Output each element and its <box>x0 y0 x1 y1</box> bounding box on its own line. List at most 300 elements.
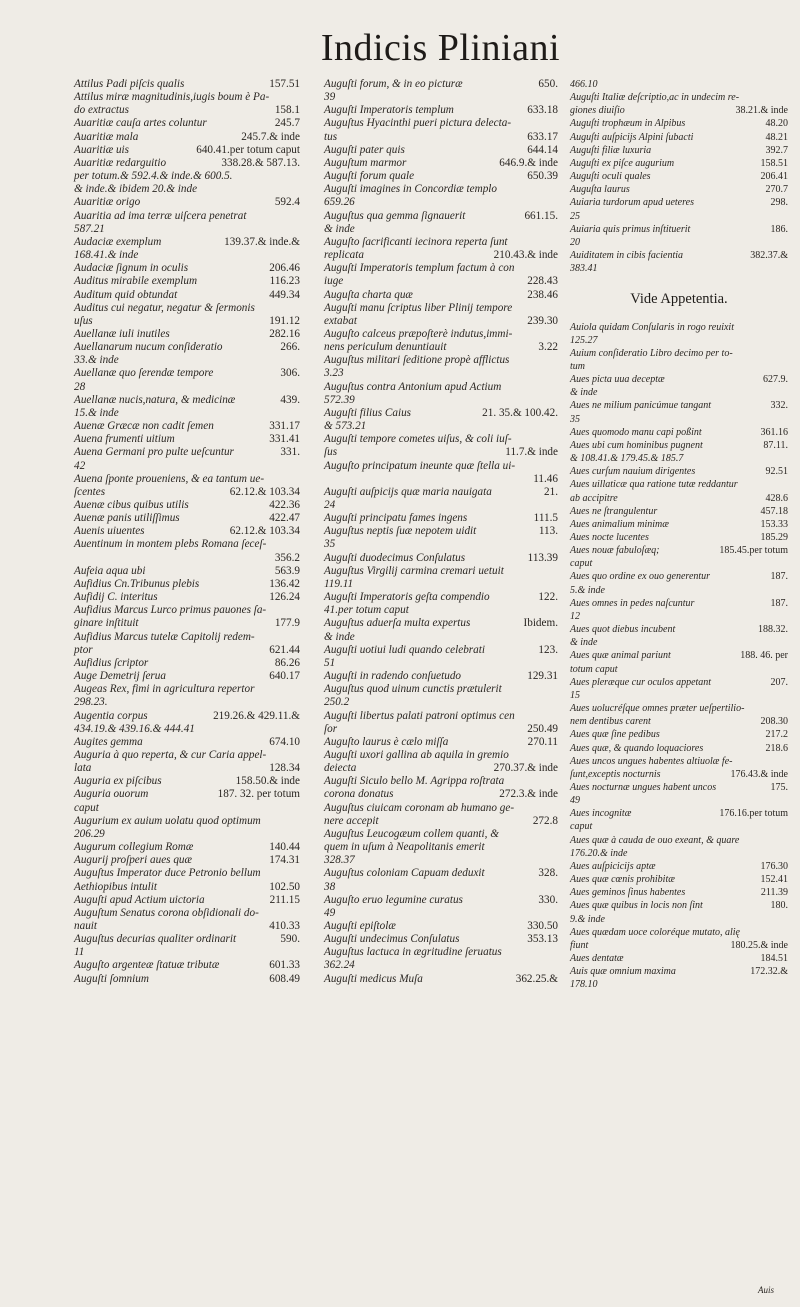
index-entry <box>570 518 788 531</box>
entry-text: Auguſto ſacrificanti iecinora reperta ſunt <box>324 235 508 248</box>
entry-reference: 186. <box>770 223 788 235</box>
entry-text: Aufidius Cn.Tribunus plebis <box>74 577 200 590</box>
index-entry <box>324 170 558 183</box>
index-entry <box>324 91 558 104</box>
entry-text: Auenæ panis utiliſſimus <box>74 512 180 525</box>
index-entry <box>570 183 788 196</box>
index-entry <box>570 755 788 768</box>
entry-text: Aufidij C. interitus <box>74 591 158 604</box>
entry-text: 466.10 <box>570 79 598 90</box>
catchword: Auis <box>757 1285 774 1295</box>
entry-text: Aues nocte lucentes <box>570 532 649 543</box>
entry-text: Auaritiæ uis <box>74 143 130 156</box>
index-entry <box>324 131 558 144</box>
entry-text: caput <box>570 558 593 570</box>
entry-text: Aues uolucréſque omnes præter ueſpertilio- <box>570 703 745 715</box>
entry-text: 250.2 <box>324 696 350 709</box>
entry-text: Audaciæ ſignum in oculis <box>74 262 189 275</box>
index-entry <box>74 117 300 130</box>
index-entry <box>324 802 558 815</box>
entry-text: & inde <box>324 630 355 643</box>
index-entry <box>324 104 558 117</box>
entry-text: Auguſtus coloniam Capuam deduxit <box>324 867 485 880</box>
entry-reference: Ibidem. <box>523 617 558 630</box>
entry-text: Auguſti filiæ luxuria <box>570 144 652 156</box>
index-entry <box>74 617 300 630</box>
index-entry <box>570 347 788 360</box>
entry-reference: 187. <box>770 571 788 583</box>
entry-text: Auguſta charta quæ <box>324 288 413 301</box>
entry-text: 35 <box>570 413 580 425</box>
entry-text: 383.41 <box>570 263 598 275</box>
entry-text: 125.27 <box>570 334 598 346</box>
entry-reference: 86.26 <box>274 656 300 669</box>
index-entry <box>570 223 788 236</box>
entry-text: do extractus <box>74 104 129 117</box>
entry-text: Auguſto argenteæ ſtatuæ tributæ <box>74 959 220 972</box>
index-column-1 <box>74 78 300 986</box>
entry-text: Auditus mirabile exemplum <box>74 275 198 288</box>
entry-text: 5.& inde <box>570 584 605 596</box>
entry-reference: 210.43.& inde <box>493 249 558 262</box>
entry-reference: 270.7 <box>765 184 788 196</box>
entry-text: Auguſti duodecimus Conſulatus <box>324 551 466 564</box>
entry-reference: 382.37.& <box>750 250 788 262</box>
index-entry <box>570 597 788 610</box>
entry-reference: 644.14 <box>527 143 558 156</box>
entry-reference: 661.15. <box>524 209 558 222</box>
entry-reference: 188.32. <box>758 624 788 636</box>
index-entry <box>324 117 558 130</box>
entry-text: Auguſtus neptis ſuæ nepotem uidit <box>324 525 477 538</box>
index-entry <box>324 867 558 880</box>
index-entry <box>74 104 300 117</box>
index-entry <box>74 144 300 157</box>
index-entry <box>570 478 788 491</box>
entry-reference: 153.33 <box>760 518 788 530</box>
index-entry <box>324 683 558 696</box>
index-entry <box>570 170 788 183</box>
entry-reference: 282.16 <box>269 327 300 340</box>
entry-text: 49 <box>324 906 336 919</box>
entry-reference: 62.12.& 103.34 <box>229 485 300 498</box>
index-entry <box>570 104 788 117</box>
entry-reference: 206.46 <box>269 262 300 275</box>
entry-reference: 175. <box>770 781 788 793</box>
entry-reference: 592.4 <box>274 196 300 209</box>
entry-text: Auguſti epiſtolæ <box>324 920 396 932</box>
index-entry <box>74 315 300 328</box>
entry-text: totum caput <box>570 663 618 675</box>
entry-text: Auiditatem in cibis facientia <box>570 250 684 262</box>
entry-text: 3.23 <box>324 367 344 380</box>
entry-text: Auguſtus Hyacinthi pueri pictura delecta- <box>324 117 512 130</box>
entry-reference: 338.28.& 587.13. <box>221 156 300 169</box>
index-entry <box>74 78 300 91</box>
entry-text: Auiaria quis primus inſtituerit <box>570 223 691 235</box>
index-entry <box>74 354 300 367</box>
index-entry <box>324 749 558 762</box>
entry-text: Augurum collegium Romæ <box>74 841 194 854</box>
entry-reference: 172.32.& <box>750 966 788 978</box>
entry-text: Auena frumenti uitium <box>74 433 175 446</box>
entry-reference: 439. <box>280 393 300 406</box>
entry-reference: 331. <box>280 446 300 459</box>
entry-reference: 306. <box>280 367 300 380</box>
entry-text: Aues quæ à cauda de ouo exeant, & quare <box>570 834 740 846</box>
index-entry <box>570 334 788 347</box>
entry-reference: 449.34 <box>269 288 300 301</box>
entry-reference: 206.41 <box>760 171 788 183</box>
index-entry <box>324 446 558 459</box>
index-entry <box>74 894 300 907</box>
entry-reference: 21. 35.& 100.42. <box>482 406 558 419</box>
index-entry <box>74 828 300 841</box>
entry-reference: 361.16 <box>760 426 788 438</box>
entry-reference: 422.36 <box>269 499 300 511</box>
index-entry <box>324 328 558 341</box>
entry-text: ginare inſtituit <box>74 617 139 630</box>
entry-reference: 353.13 <box>527 933 558 946</box>
entry-reference: 270.11 <box>527 735 558 748</box>
entry-text: Auguſti Imperatoris templum factum à con <box>324 262 515 275</box>
index-entry <box>74 499 300 512</box>
entry-reference: 646.9.& inde <box>499 156 558 169</box>
index-entry <box>74 367 300 380</box>
entry-reference: 330. <box>538 893 558 906</box>
index-entry <box>570 144 788 157</box>
index-entry <box>324 460 558 473</box>
entry-text: Auentinum in montem plebs Romana ſeceſ- <box>74 538 267 551</box>
entry-reference: 640.17 <box>269 670 300 683</box>
index-entry <box>74 881 300 894</box>
index-entry <box>74 578 300 591</box>
index-entry <box>74 538 300 551</box>
entry-text: & 108.41.& 179.45.& 185.7 <box>570 453 684 465</box>
index-entry <box>570 702 788 715</box>
entry-text: 587.21 <box>74 222 105 235</box>
entry-text: 42 <box>74 459 86 472</box>
entry-reference: 126.24 <box>269 591 300 604</box>
index-entry <box>324 657 558 670</box>
entry-text: Aues quæ, & quando loquaciores <box>570 742 704 754</box>
entry-text: Auguſti trophæum in Alpibus <box>570 118 686 130</box>
entry-text: Aues geminos ſinus habentes <box>570 887 686 899</box>
entry-reference: 176.43.& inde <box>730 768 788 780</box>
entry-text: Auaritiæ mala <box>74 130 139 143</box>
index-entry <box>324 486 558 499</box>
index-entry <box>324 367 558 380</box>
index-entry <box>324 354 558 367</box>
index-entry <box>74 183 300 196</box>
entry-text: Auguria à quo reperta, & cur Caria appel- <box>74 748 267 761</box>
entry-text: 39 <box>324 91 336 104</box>
index-entry <box>570 91 788 104</box>
index-entry <box>324 710 558 723</box>
index-entry <box>324 157 558 170</box>
entry-reference: 633.17 <box>527 130 558 143</box>
entry-reference: 219.26.& 429.11.& <box>213 709 300 722</box>
entry-text: ab accipitre <box>570 492 618 504</box>
entry-text: Auguſto principatum ineunte quæ ſtella ui- <box>324 459 516 472</box>
entry-reference: 116.23 <box>269 275 300 288</box>
entry-reference: 207. <box>770 676 788 688</box>
entry-text: Aues quot diebus incubent <box>570 624 676 636</box>
index-entry <box>570 386 788 399</box>
entry-reference: 122. <box>538 591 558 604</box>
entry-text: Attilus miræ magnitudinis,iugis boum è Pa- <box>74 91 270 104</box>
index-entry <box>74 170 300 183</box>
entry-reference: 176.30 <box>760 860 788 872</box>
entry-reference: 332. <box>770 400 788 412</box>
index-entry <box>74 302 300 315</box>
entry-text: Auguſti filius Caius <box>324 406 412 419</box>
entry-reference: 392.7 <box>765 144 788 156</box>
entry-text: 362.24 <box>324 959 355 972</box>
index-entry <box>570 689 788 702</box>
entry-text: Audaciæ exemplum <box>74 235 162 248</box>
entry-reference: 250.49 <box>527 722 558 735</box>
entry-text: 51 <box>324 656 336 669</box>
entry-text: Aues incognitæ <box>570 808 632 820</box>
index-entry <box>74 91 300 104</box>
index-entry <box>74 525 300 538</box>
entry-text: Auguſti libertus palati patroni optimus cen <box>324 709 515 722</box>
index-entry <box>74 788 300 801</box>
entry-text: Auguſtus militari ſeditione propè afflictus <box>324 354 510 367</box>
entry-reference: 11.46 <box>533 472 558 485</box>
entry-text: quem in uſum à Neapolitanis emerit <box>324 841 485 854</box>
entry-text: 178.10 <box>570 979 598 991</box>
entry-text: Aues quæ animal pariunt <box>570 650 671 662</box>
entry-text: Aues ne milium panicúmue tangant <box>570 400 712 412</box>
entry-reference: 245.7 <box>274 117 300 130</box>
entry-reference: 330.50 <box>527 920 558 932</box>
entry-reference: 211.39 <box>760 887 788 899</box>
index-entry <box>324 565 558 578</box>
entry-reference: 140.44 <box>269 841 300 854</box>
index-entry <box>324 315 558 328</box>
entry-reference: 48.20 <box>765 118 788 130</box>
entry-text: Aues quædam uoce coloréque mutato, alię <box>570 926 740 938</box>
index-entry <box>74 946 300 959</box>
entry-text: nens periculum denuntiauit <box>324 341 447 354</box>
entry-reference: 185.29 <box>760 532 788 543</box>
entry-text: ſor <box>324 722 338 735</box>
index-entry <box>74 710 300 723</box>
index-entry <box>570 78 788 91</box>
entry-text: Aues curſum nauium dirigentes <box>570 466 696 478</box>
index-column-2 <box>324 78 558 986</box>
entry-text: Auenis uiuentes <box>74 525 145 538</box>
entry-text: nem dentibus carent <box>570 716 651 728</box>
entry-text: Attilus Padi piſcis qualis <box>74 78 185 90</box>
index-entry <box>74 236 300 249</box>
entry-text: 9.& inde <box>570 913 605 925</box>
index-entry <box>74 275 300 288</box>
entry-text: Auditum quid obtundat <box>74 288 178 301</box>
index-entry <box>74 841 300 854</box>
entry-text: 24 <box>324 499 336 511</box>
entry-text: Auellanarum nucum conſideratio <box>74 341 223 354</box>
index-entry <box>74 604 300 617</box>
entry-text: Aues nocturnæ ungues habent uncos <box>570 781 717 793</box>
entry-text: corona donatus <box>324 788 394 801</box>
index-entry <box>324 381 558 394</box>
entry-reference: 650. <box>538 78 558 90</box>
index-entry <box>570 413 788 426</box>
index-entry <box>324 933 558 946</box>
index-column-3 <box>570 78 788 991</box>
index-entry <box>570 676 788 689</box>
index-entry <box>74 762 300 775</box>
entry-text: ſunt,exceptis nocturnis <box>570 768 661 780</box>
index-entry <box>324 973 558 986</box>
entry-reference: 238.46 <box>527 288 558 301</box>
index-entry <box>570 196 788 209</box>
index-entry <box>570 439 788 452</box>
index-entry <box>74 473 300 486</box>
index-entry <box>324 920 558 933</box>
index-entry <box>570 939 788 952</box>
entry-text: 434.19.& 439.16.& 444.41 <box>74 722 195 735</box>
index-entry <box>324 736 558 749</box>
index-entry <box>74 815 300 828</box>
entry-text: & inde.& ibidem 20.& inde <box>74 183 198 196</box>
entry-text: Aues nouæ fabuloſæq; <box>570 545 660 557</box>
index-entry <box>570 452 788 465</box>
index-entry <box>74 394 300 407</box>
index-entry <box>74 565 300 578</box>
entry-text: Auguſtus Imperator duce Petronio bellum <box>74 867 261 880</box>
entry-text: 20 <box>570 236 580 248</box>
entry-reference: 627.9. <box>763 374 788 386</box>
index-entry <box>74 775 300 788</box>
entry-text: Auguſti imagines in Concordiæ templo <box>324 183 497 196</box>
index-entry <box>74 196 300 209</box>
entry-text: Auge Demetrij ſerua <box>74 670 166 683</box>
entry-text: per totum.& 592.4.& inde.& 600.5. <box>74 170 233 183</box>
entry-text: Aues ne ſtrangulentur <box>570 505 658 517</box>
index-entry <box>324 538 558 551</box>
entry-reference: 650.39 <box>527 170 558 183</box>
entry-reference: 123. <box>538 643 558 656</box>
entry-text: Auguſti pater quis <box>324 143 405 156</box>
entry-text: & inde <box>570 387 598 399</box>
entry-text: 28 <box>74 380 86 393</box>
index-entry <box>74 381 300 394</box>
index-entry <box>324 723 558 736</box>
index-entry <box>324 946 558 959</box>
index-entry <box>570 913 788 926</box>
entry-reference: 48.21 <box>765 131 788 143</box>
entry-reference: 590. <box>280 933 300 946</box>
entry-text: caput <box>570 821 593 833</box>
index-entry <box>74 289 300 302</box>
index-entry <box>570 768 788 781</box>
entry-reference: 113. <box>538 525 558 538</box>
entry-reference: 270.37.& inde <box>493 762 558 775</box>
entry-text: Augurium ex auium uolatu quod optimum <box>74 814 261 827</box>
cross-reference-heading: Vide Appetentia. <box>630 291 728 308</box>
index-entry <box>74 723 300 736</box>
index-entry <box>570 236 788 249</box>
entry-reference: 601.33 <box>269 959 300 972</box>
entry-reference: 176.16.per totum <box>719 808 788 820</box>
index-entry <box>570 807 788 820</box>
entry-reference: 457.18 <box>760 505 788 517</box>
entry-text: 49 <box>570 795 580 807</box>
entry-text: tus <box>324 130 338 143</box>
index-column-3-bottom <box>570 321 788 992</box>
entry-text: Auguſti uotiui ludi quando celebrati <box>324 643 485 656</box>
index-entry <box>324 302 558 315</box>
index-entry <box>570 492 788 505</box>
index-entry <box>570 899 788 912</box>
entry-reference: 239.30 <box>527 314 558 327</box>
index-entry <box>74 328 300 341</box>
entry-text: Aues quo ordine ex ouo generentur <box>570 571 711 583</box>
index-entry <box>570 465 788 478</box>
entry-reference: 187. 32. per totum <box>217 788 300 801</box>
index-entry <box>324 644 558 657</box>
entry-reference: 331.41 <box>269 433 300 446</box>
index-entry <box>324 341 558 354</box>
entry-text: Auguſti Imperatoris templum <box>324 104 454 117</box>
entry-reference: 208.30 <box>760 716 788 728</box>
entry-text: extabat <box>324 314 357 327</box>
entry-text: & 573.21 <box>324 420 367 433</box>
entry-text: Auditus cui negatur, negatur & ſermonis <box>74 301 255 314</box>
entry-reference: 21. <box>544 485 558 498</box>
entry-text: Auenæ cibus quibus utilis <box>74 499 189 511</box>
index-entry <box>324 696 558 709</box>
entry-text: Auguſti principatu fames ingens <box>324 512 468 525</box>
entry-text: Auguſtus quod uinum cunctis prætulerit <box>324 683 502 696</box>
index-entry <box>324 591 558 604</box>
entry-text: Aufidius ſcriptor <box>74 656 149 669</box>
entry-text: lata <box>74 762 92 775</box>
entry-reference: 191.12 <box>269 314 300 327</box>
index-entry <box>324 275 558 288</box>
entry-text: ptor <box>74 643 93 656</box>
index-entry <box>74 446 300 459</box>
index-entry <box>324 617 558 630</box>
entry-text: Auguſti Italiæ deſcriptio,ac in undecim re- <box>570 92 740 104</box>
entry-text: 328.37 <box>324 854 355 867</box>
entry-text: Auguſtus decurias qualiter ordinarit <box>74 933 237 946</box>
index-entry <box>324 289 558 302</box>
index-entry <box>74 644 300 657</box>
entry-text: 35 <box>324 538 336 551</box>
entry-reference: 328. <box>538 867 558 880</box>
entry-text: Auguſti in radendo conſuetudo <box>324 670 462 683</box>
entry-text: ſus <box>324 446 338 459</box>
entry-text: Auguſti ſomnium <box>74 972 149 985</box>
entry-reference: 187. <box>770 597 788 609</box>
entry-reference: 228.43 <box>527 275 558 288</box>
entry-reference: 633.18 <box>527 104 558 117</box>
entry-text: Aues ubi cum hominibus pugnent <box>570 439 703 451</box>
index-entry <box>570 210 788 223</box>
entry-text: Auguria ex piſcibus <box>74 775 162 788</box>
entry-text: replicata <box>324 249 364 262</box>
entry-reference: 422.47 <box>269 512 300 525</box>
index-entry <box>324 881 558 894</box>
index-entry <box>74 249 300 262</box>
index-entry <box>324 670 558 683</box>
index-entry <box>74 670 300 683</box>
